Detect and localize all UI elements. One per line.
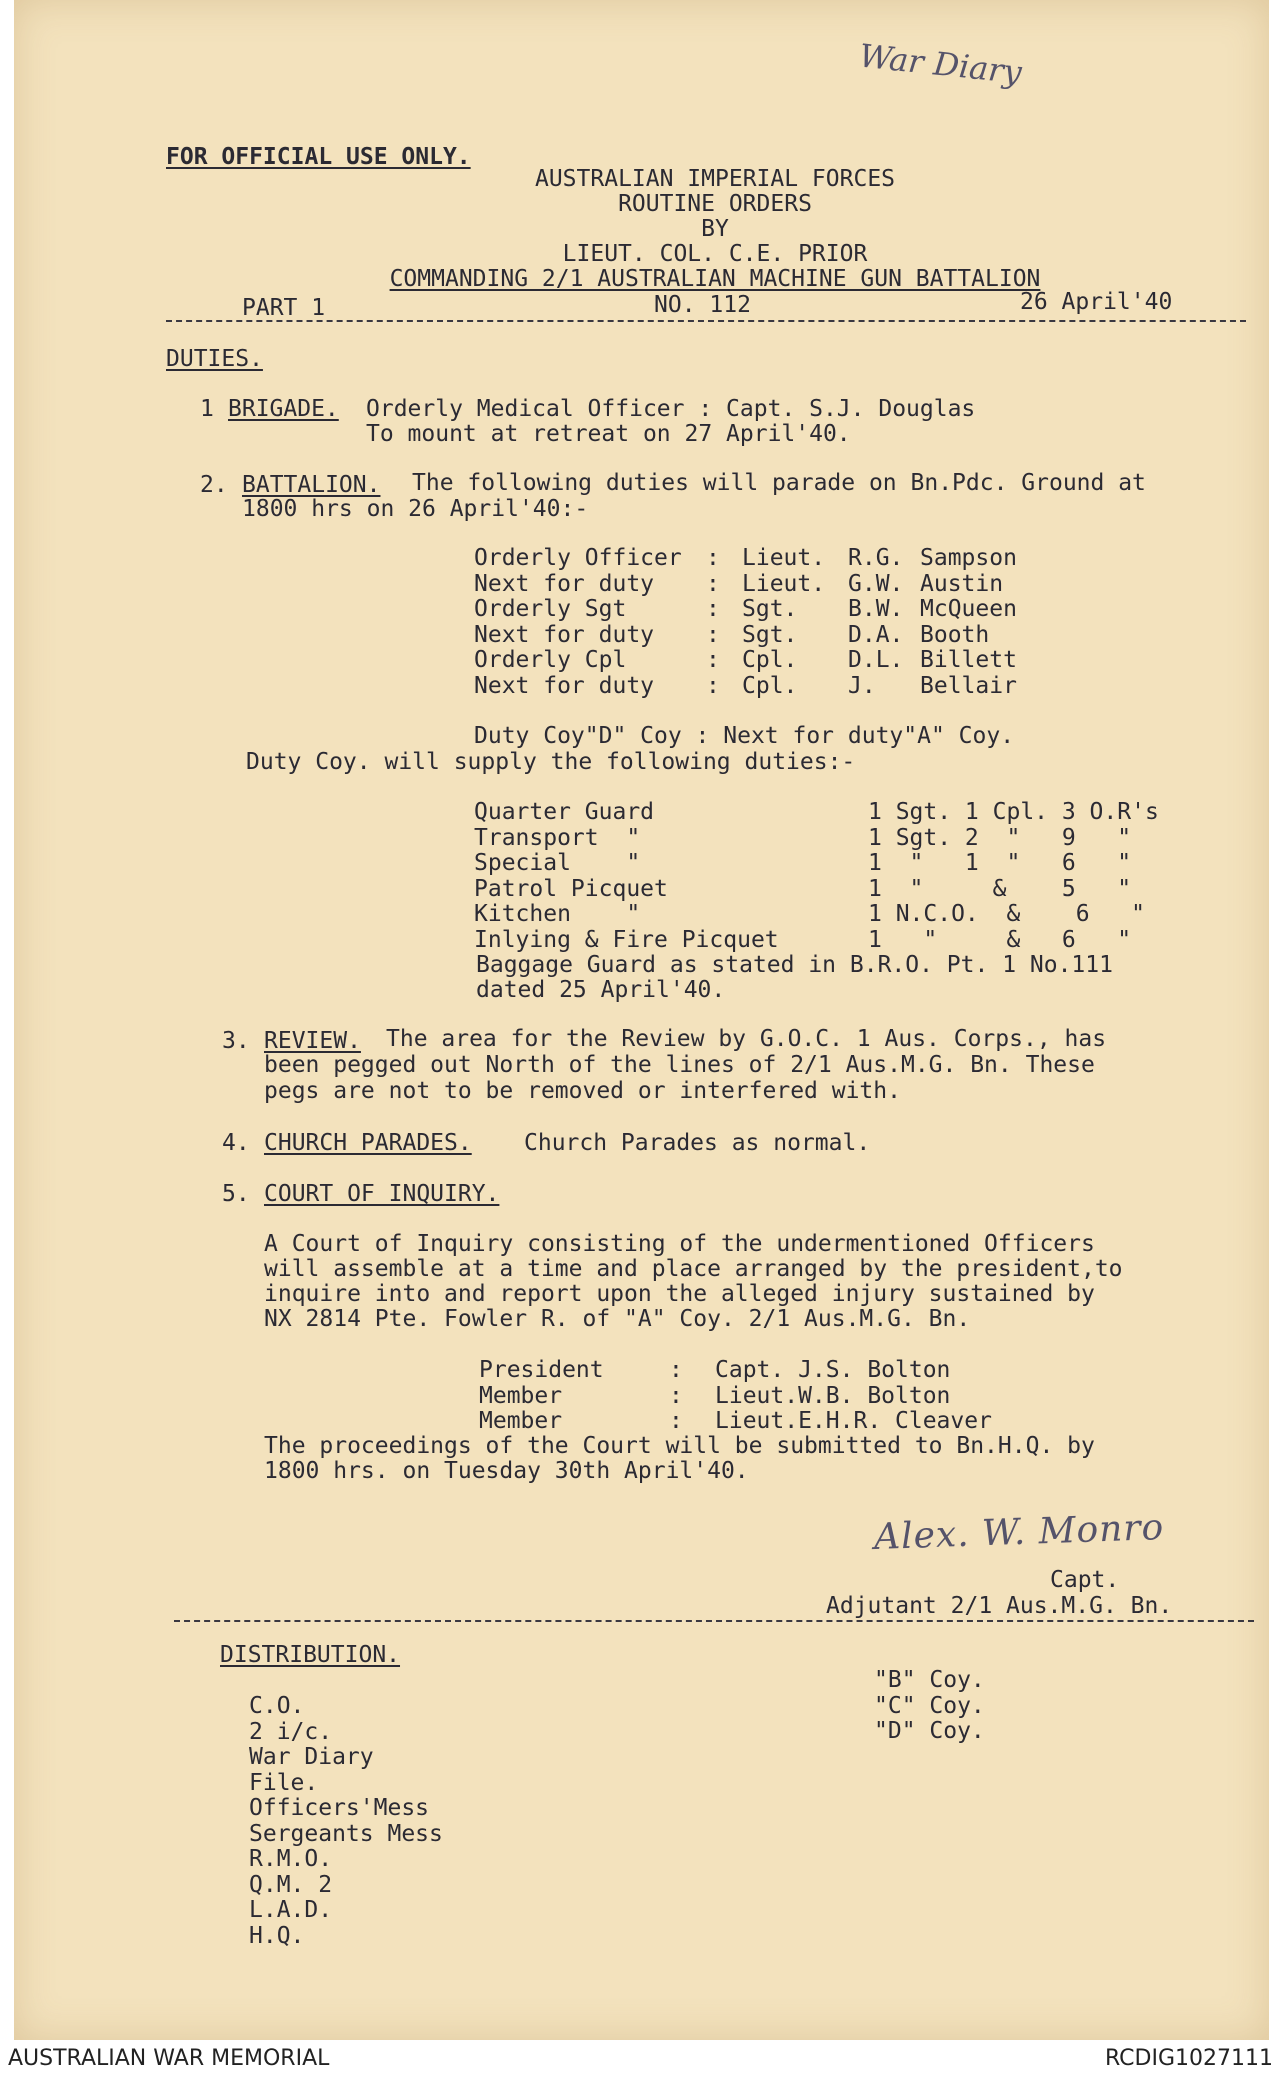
handwritten-signature: Alex. W. Monro — [873, 1506, 1165, 1559]
distribution-item: Officers'Mess — [249, 1795, 430, 1821]
guard-row: Special " 1 " 1 " 6 " — [474, 850, 1132, 876]
guard-row: Transport " 1 Sgt. 2 " 9 " — [474, 824, 1132, 851]
duty-row: Orderly Sgt : Sgt. B.W. McQueen — [474, 596, 1017, 622]
item-2-title: BATTALION. — [242, 472, 381, 498]
distribution-list-right — [874, 1668, 985, 1745]
court-members — [479, 1358, 992, 1435]
duty-coy-line: Duty Coy"D" Coy : Next for duty"A" Coy. — [474, 723, 1015, 749]
restriction-label: FOR OFFICIAL USE ONLY. — [166, 144, 471, 170]
distribution-item: H.Q. — [249, 1922, 305, 1949]
distribution-item: Sergeants Mess — [249, 1820, 443, 1847]
footer-record-id: RCDIG1027111 — [1104, 2046, 1273, 2071]
item-2-text: The following duties will parade on Bn.Pdc. Ground at — [412, 470, 1146, 496]
item-4-title: CHURCH PARADES. — [264, 1130, 472, 1156]
distribution-item: "D" Coy. — [874, 1718, 985, 1744]
item-5-text: The proceedings of the Court will be submitted to Bn.H.Q. by — [264, 1433, 1095, 1459]
duty-row: Next for duty : Cpl. J. Bellair — [474, 672, 1017, 699]
header-rule — [166, 320, 1246, 322]
member-row: Member : Lieut.W.B. Bolton — [479, 1382, 951, 1409]
duties-heading: DUTIES. — [166, 346, 263, 372]
item-5-title: COURT OF INQUIRY. — [264, 1181, 500, 1207]
guard-duties-table — [474, 800, 1159, 953]
guard-row: Kitchen " 1 N.C.O. & 6 " — [474, 901, 1145, 927]
duty-row: Orderly Officer : Lieut. R.G. Sampson — [474, 545, 1017, 571]
item-5-text: NX 2814 Pte. Fowler R. of "A" Coy. 2/1 Aus.M.G. Bn. — [264, 1306, 971, 1332]
item-3-title: REVIEW. — [264, 1028, 361, 1054]
baggage-guard-line: Baggage Guard as stated in B.R.O. Pt. 1 No.111 — [476, 952, 1113, 978]
item-3-text: pegs are not to be removed or interfered with. — [264, 1078, 901, 1104]
distribution-item: File. — [249, 1769, 319, 1796]
item-5-text: will assemble at a time and place arranged by the president,to — [264, 1256, 1123, 1282]
distribution-item: 2 i/c. — [249, 1718, 333, 1745]
distribution-item: "C" Coy. — [874, 1692, 985, 1719]
order-number: NO. 112 — [654, 292, 751, 318]
part-label: PART 1 — [242, 295, 326, 321]
item-4-text: Church Parades as normal. — [524, 1130, 871, 1156]
distribution-item: "B" Coy. — [874, 1667, 985, 1693]
header-line-2: ROUTINE ORDERS — [618, 191, 812, 217]
distribution-item: C.O. — [249, 1693, 305, 1719]
duty-roster — [474, 546, 1017, 699]
supply-line: Duty Coy. will supply the following duties:- — [246, 749, 856, 775]
duty-row: Next for duty : Sgt. D.A. Booth — [474, 621, 990, 648]
baggage-guard-line: dated 25 April'40. — [476, 977, 726, 1003]
duty-row: Next for duty : Lieut. G.W. Austin — [474, 570, 1004, 597]
member-row: President : Capt. J.S. Bolton — [479, 1357, 951, 1383]
item-3-number: 3. — [222, 1028, 250, 1054]
guard-row: Patrol Picquet 1 " & 5 " — [474, 875, 1132, 902]
distribution-item: L.A.D. — [249, 1897, 333, 1923]
item-5-text: 1800 hrs. on Tuesday 30th April'40. — [264, 1458, 749, 1484]
duty-row: Orderly Cpl : Cpl. D.L. Billett — [474, 647, 1017, 673]
member-row: Member : Lieut.E.H.R. Cleaver — [479, 1408, 992, 1434]
document-page — [14, 0, 1269, 2040]
item-1-number: 1 — [200, 396, 214, 422]
header-line-1: AUSTRALIAN IMPERIAL FORCES — [534, 166, 896, 192]
header-line-5: COMMANDING 2/1 AUSTRALIAN MACHINE GUN BATTALION — [389, 266, 1041, 292]
item-3-text: been pegged out North of the lines of 2/1 Aus.M.G. Bn. These — [264, 1052, 1095, 1078]
distribution-item: War Diary — [249, 1744, 374, 1770]
footer-archive-name: AUSTRALIAN WAR MEMORIAL — [8, 2046, 330, 2071]
item-4-number: 4. — [222, 1130, 250, 1156]
header-line-4: LIEUT. COL. C.E. PRIOR — [562, 241, 868, 267]
item-1-text: To mount at retreat on 27 April'40. — [366, 421, 851, 447]
item-3-text: The area for the Review by G.O.C. 1 Aus. Corps., has — [386, 1026, 1107, 1052]
signature-title: Adjutant 2/1 Aus.M.G. Bn. — [826, 1593, 1173, 1619]
order-date: 26 April'40 — [1020, 289, 1173, 315]
item-2-text: 1800 hrs on 26 April'40:- — [242, 496, 589, 522]
guard-row: Quarter Guard 1 Sgt. 1 Cpl. 3 O.R's — [474, 799, 1159, 825]
item-5-text: inquire into and report upon the alleged injury sustained by — [264, 1281, 1095, 1307]
item-5-number: 5. — [222, 1181, 250, 1207]
guard-row: Inlying & Fire Picquet 1 " & 6 " — [474, 926, 1132, 953]
war-diary-annotation: War Diary — [857, 36, 1024, 92]
item-1-title: BRIGADE. — [228, 396, 339, 422]
item-5-text: A Court of Inquiry consisting of the undermentioned Officers — [264, 1231, 1095, 1257]
distribution-item: Q.M. 2 — [249, 1871, 333, 1898]
signature-rule — [174, 1620, 1254, 1622]
distribution-item: R.M.O. — [249, 1846, 333, 1872]
distribution-list-left — [249, 1694, 443, 1949]
signature-rank: Capt. — [1050, 1567, 1120, 1593]
header-line-3: BY — [701, 216, 729, 242]
item-1-text: Orderly Medical Officer : Capt. S.J. Douglas — [366, 396, 976, 422]
distribution-heading: DISTRIBUTION. — [220, 1642, 401, 1668]
item-2-number: 2. — [200, 472, 228, 498]
